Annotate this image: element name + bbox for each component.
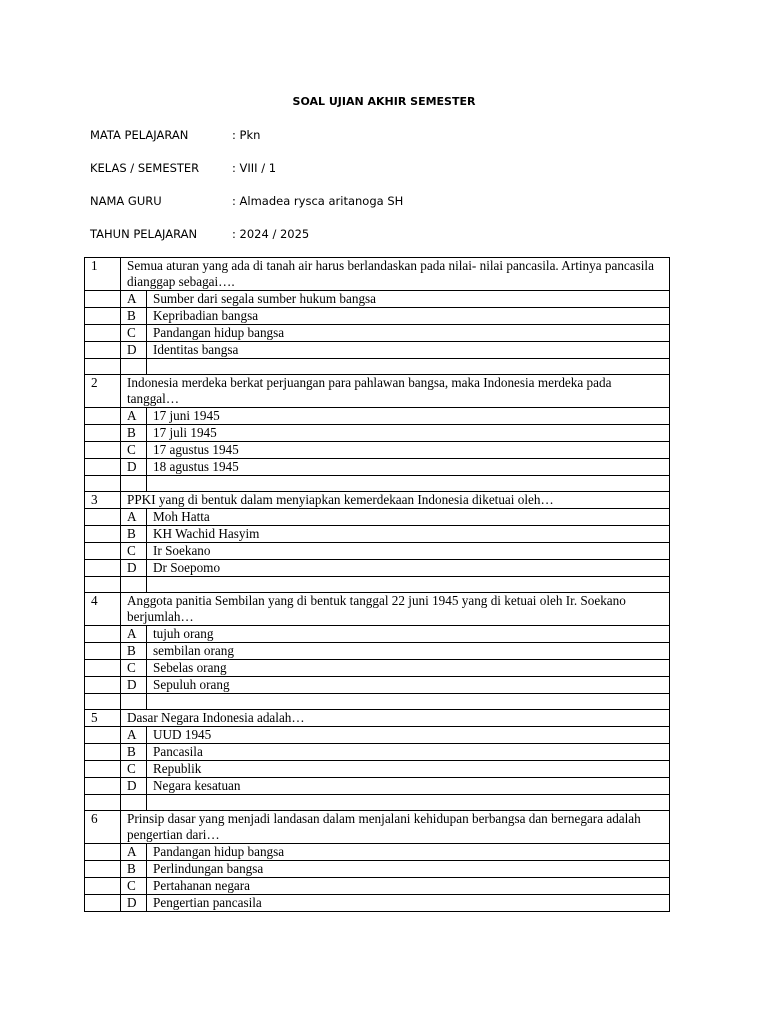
option-letter: D — [121, 342, 147, 359]
option-text: Sebelas orang — [147, 660, 670, 677]
meta-value: : Pkn — [232, 128, 261, 142]
meta-label: TAHUN PELAJARAN — [90, 227, 198, 241]
option-row — [85, 744, 670, 761]
option-letter: C — [121, 325, 147, 342]
option-row — [85, 643, 670, 660]
option-letter: D — [121, 895, 147, 912]
spacer-row — [85, 359, 670, 375]
option-row — [85, 878, 670, 895]
option-row — [85, 342, 670, 359]
option-letter: C — [121, 761, 147, 778]
option-row — [85, 442, 670, 459]
option-text: Sepuluh orang — [147, 677, 670, 694]
question-text: Indonesia merdeka berkat perjuangan para pahlawan bangsa, maka Indonesia merdeka pada tanggal… — [121, 375, 670, 408]
option-letter: A — [121, 291, 147, 308]
option-letter: D — [121, 459, 147, 476]
option-letter: C — [121, 878, 147, 895]
option-letter: A — [121, 509, 147, 526]
option-row — [85, 459, 670, 476]
question-number: 2 — [85, 375, 121, 408]
question-text: PPKI yang di bentuk dalam menyiapkan kemerdekaan Indonesia diketuai oleh… — [121, 492, 670, 509]
option-row — [85, 308, 670, 325]
option-row — [85, 660, 670, 677]
question-row — [85, 811, 670, 844]
option-text: Dr Soepomo — [147, 560, 670, 577]
option-text: tujuh orang — [147, 626, 670, 643]
meta-label: NAMA GURU — [90, 194, 162, 208]
option-letter: B — [121, 308, 147, 325]
option-letter: C — [121, 543, 147, 560]
spacer-row — [85, 795, 670, 811]
option-text: 17 agustus 1945 — [147, 442, 670, 459]
option-text: Pandangan hidup bangsa — [147, 844, 670, 861]
option-text: 17 juli 1945 — [147, 425, 670, 442]
option-letter: D — [121, 778, 147, 795]
option-row — [85, 844, 670, 861]
option-row — [85, 761, 670, 778]
option-text: Republik — [147, 761, 670, 778]
option-row — [85, 778, 670, 795]
option-row — [85, 509, 670, 526]
option-row — [85, 626, 670, 643]
meta-value: : Almadea rysca aritanoga SH — [232, 194, 404, 208]
option-text: Sumber dari segala sumber hukum bangsa — [147, 291, 670, 308]
question-row — [85, 593, 670, 626]
meta-label: MATA PELAJARAN — [90, 128, 189, 142]
option-row — [85, 325, 670, 342]
option-letter: A — [121, 727, 147, 744]
option-text: Pandangan hidup bangsa — [147, 325, 670, 342]
option-text: 18 agustus 1945 — [147, 459, 670, 476]
question-number: 4 — [85, 593, 121, 626]
question-number: 1 — [85, 258, 121, 291]
option-row — [85, 861, 670, 878]
option-text: Pancasila — [147, 744, 670, 761]
option-row — [85, 677, 670, 694]
option-text: Moh Hatta — [147, 509, 670, 526]
option-letter: B — [121, 643, 147, 660]
option-row — [85, 526, 670, 543]
option-letter: B — [121, 744, 147, 761]
option-letter: B — [121, 425, 147, 442]
question-text: Dasar Negara Indonesia adalah… — [121, 710, 670, 727]
option-row — [85, 408, 670, 425]
option-text: Ir Soekano — [147, 543, 670, 560]
meta-value: : 2024 / 2025 — [232, 227, 310, 241]
option-row — [85, 425, 670, 442]
question-number: 5 — [85, 710, 121, 727]
question-text: Prinsip dasar yang menjadi landasan dalam menjalani kehidupan berbangsa dan bernegara adalah pengertian dari… — [121, 811, 670, 844]
option-text: Identitas bangsa — [147, 342, 670, 359]
meta-row-teacher — [90, 194, 403, 208]
question-text: Semua aturan yang ada di tanah air harus berlandaskan pada nilai- nilai pancasila. Artinya pancasila dianggap sebagai…. — [121, 258, 670, 291]
option-row — [85, 291, 670, 308]
spacer-row — [85, 476, 670, 492]
option-text: Pengertian pancasila — [147, 895, 670, 912]
option-letter: A — [121, 408, 147, 425]
meta-label: KELAS / SEMESTER — [90, 161, 200, 175]
option-row — [85, 560, 670, 577]
option-letter: C — [121, 442, 147, 459]
meta-value: : VIII / 1 — [232, 161, 277, 175]
meta-row-class — [90, 161, 276, 175]
option-letter: A — [121, 844, 147, 861]
option-text: Kepribadian bangsa — [147, 308, 670, 325]
option-text: UUD 1945 — [147, 727, 670, 744]
spacer-row — [85, 694, 670, 710]
question-row — [85, 258, 670, 291]
option-letter: B — [121, 526, 147, 543]
meta-row-year — [90, 227, 309, 241]
questions-table — [84, 257, 670, 912]
option-text: Negara kesatuan — [147, 778, 670, 795]
question-number: 3 — [85, 492, 121, 509]
question-row — [85, 492, 670, 509]
option-letter: A — [121, 626, 147, 643]
option-letter: D — [121, 677, 147, 694]
option-letter: C — [121, 660, 147, 677]
question-row — [85, 710, 670, 727]
option-row — [85, 895, 670, 912]
option-text: Perlindungan bangsa — [147, 861, 670, 878]
meta-row-subject — [90, 128, 260, 142]
option-text: Pertahanan negara — [147, 878, 670, 895]
option-row — [85, 727, 670, 744]
option-text: KH Wachid Hasyim — [147, 526, 670, 543]
spacer-row — [85, 577, 670, 593]
question-text: Anggota panitia Sembilan yang di bentuk tanggal 22 juni 1945 yang di ketuai oleh Ir. Soekano berjumlah… — [121, 593, 670, 626]
option-text: sembilan orang — [147, 643, 670, 660]
option-letter: B — [121, 861, 147, 878]
option-row — [85, 543, 670, 560]
option-text: 17 juni 1945 — [147, 408, 670, 425]
question-row — [85, 375, 670, 408]
option-letter: D — [121, 560, 147, 577]
exam-title: SOAL UJIAN AKHIR SEMESTER — [292, 95, 476, 108]
question-number: 6 — [85, 811, 121, 844]
